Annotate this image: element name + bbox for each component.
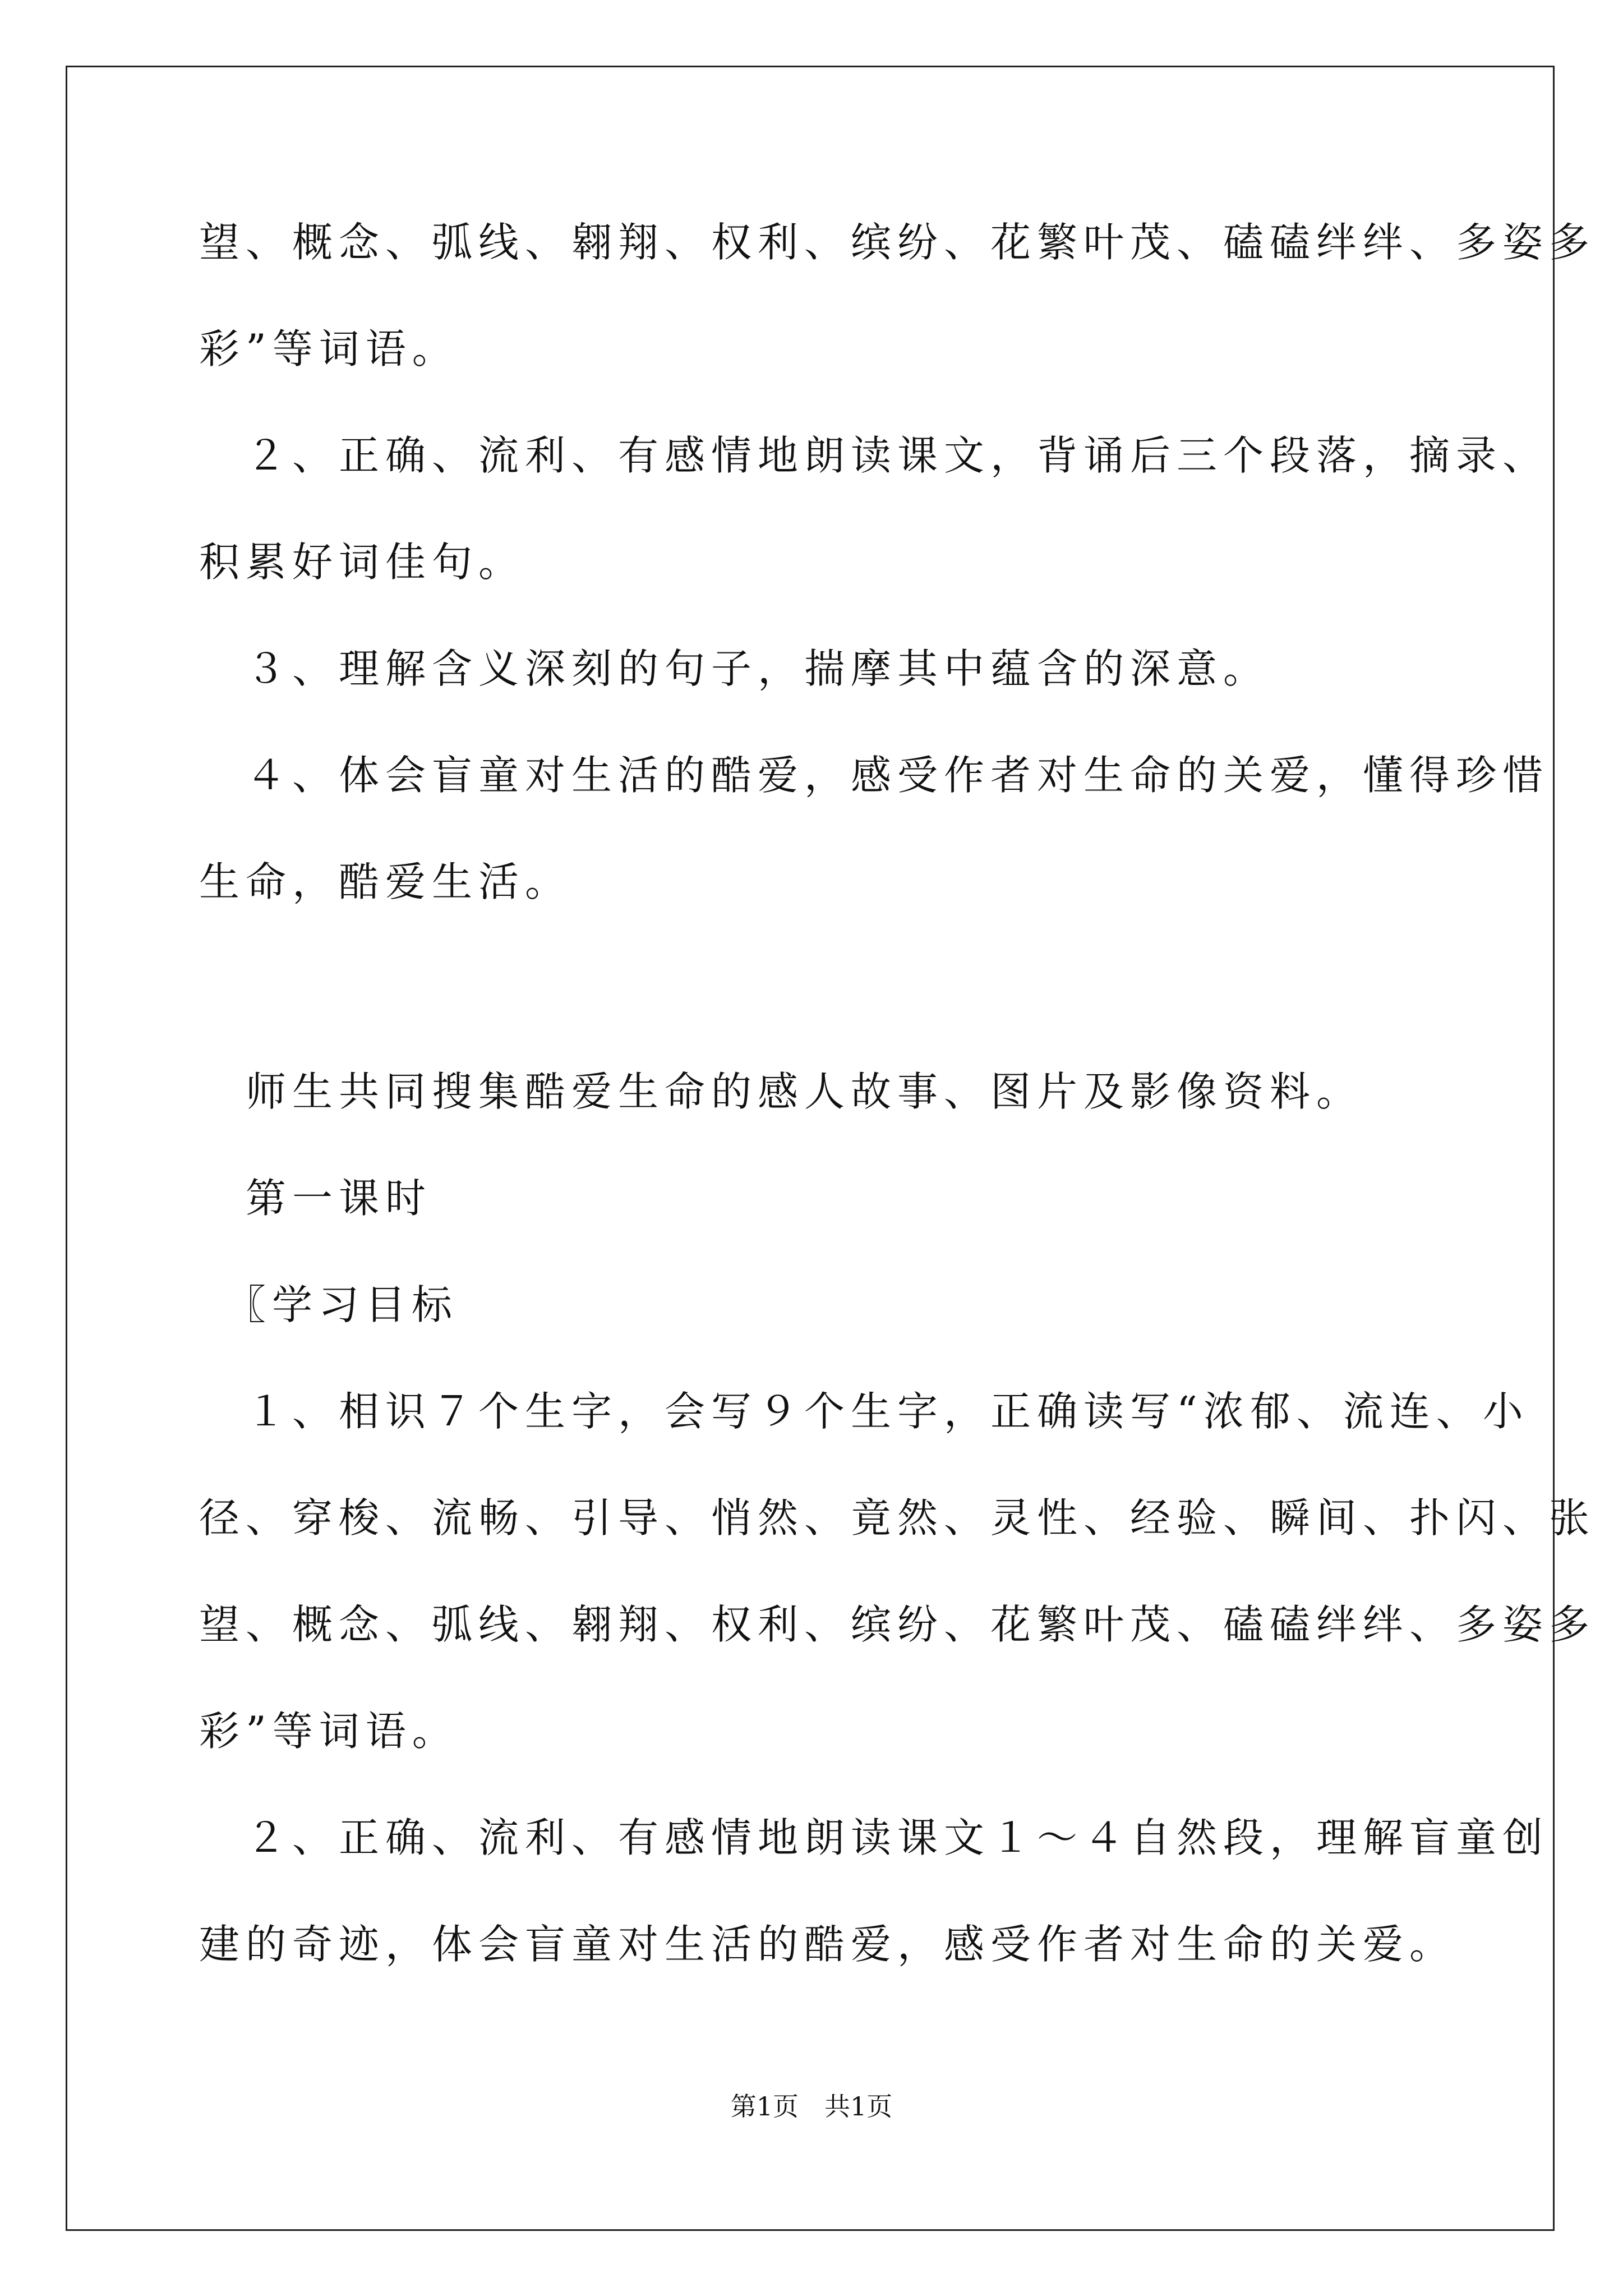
text-line: １、相识７个生字，会写９个生字，正确读写“浓郁、流连、小 [199, 1388, 1529, 1435]
text-line: ２、正确、流利、有感情地朗读课文１～４自然段，理解盲童创 [199, 1814, 1550, 1861]
document-body [199, 216, 1596, 1971]
section-heading: 第一课时 [199, 1175, 432, 1222]
text-line: 望、概念、弧线、翱翔、权利、缤纷、花繁叶茂、磕磕绊绊、多姿多 [199, 1601, 1596, 1648]
text-line: 彩”等词语。 [199, 325, 459, 372]
text-line: 师生共同搜集酷爱生命的感人故事、图片及影像资料。 [199, 1068, 1363, 1115]
text-line: 径、穿梭、流畅、引导、悄然、竟然、灵性、经验、瞬间、扑闪、张 [199, 1494, 1596, 1542]
text-line: 积累好词佳句。 [199, 539, 525, 586]
text-line: 建的奇迹，体会盲童对生活的酷爱，感受作者对生命的关爱。 [199, 1921, 1456, 1968]
text-line: ２、正确、流利、有感情地朗读课文，背诵后三个段落，摘录、 [199, 432, 1550, 479]
text-line: ３、理解含义深刻的句子，揣摩其中蕴含的深意。 [199, 645, 1270, 692]
text-line: 望、概念、弧线、翱翔、权利、缤纷、花繁叶茂、磕磕绊绊、多姿多 [199, 219, 1596, 266]
text-line: 生命，酷爱生活。 [199, 858, 572, 905]
text-line: ４、体会盲童对生活的酷爱，感受作者对生命的关爱，懂得珍惜 [199, 752, 1550, 799]
page-footer: 第1页 共1页 [730, 2091, 893, 2122]
section-heading: 〖学习目标 [199, 1281, 459, 1328]
text-line: 彩”等词语。 [199, 1708, 459, 1755]
